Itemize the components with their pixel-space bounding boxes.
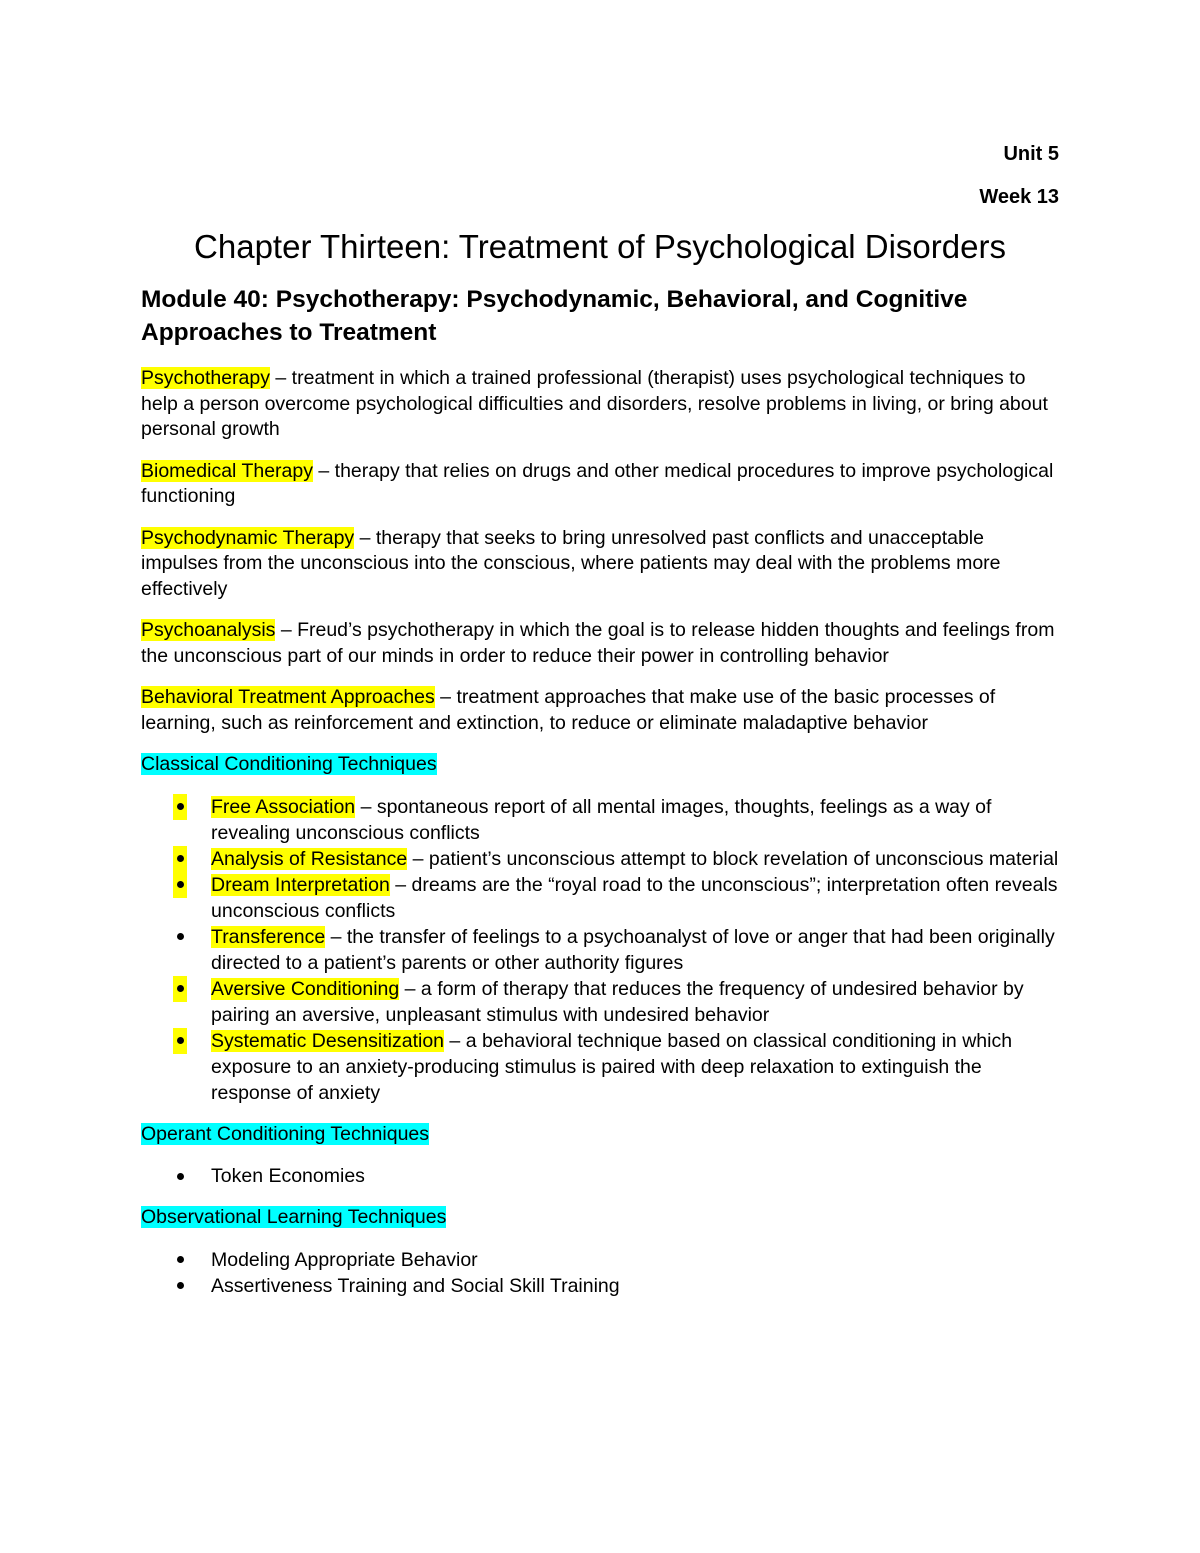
item-text: – patient’s unconscious attempt to block revelation of unconscious material <box>407 847 1059 870</box>
module-title: Module 40: Psychotherapy: Psychodynamic, Behavioral, and Cognitive Approaches to Treatment <box>141 286 968 346</box>
item-text: Modeling Appropriate Behavior <box>211 1248 478 1271</box>
section-heading-text: Operant Conditioning Techniques <box>141 1122 430 1145</box>
item-text: – a behavioral technique based on classical conditioning in which exposure to an anxiety-producing stimulus is paired with deep relaxation to extinguish the response of anxiety <box>211 1029 1013 1104</box>
section-heading-classical <box>141 752 1059 778</box>
item-text: – spontaneous report of all mental images, thoughts, feelings as a way of revealing unconscious conflicts <box>211 795 992 844</box>
bullet-icon <box>173 846 187 872</box>
bullet-icon <box>173 1273 187 1299</box>
definition-term: Behavioral Treatment Approaches <box>141 686 435 708</box>
definition-psychoanalysis <box>141 618 1059 669</box>
section-heading-observational <box>141 1205 1059 1231</box>
bullet-icon <box>173 872 187 898</box>
definition-biomedical-therapy <box>141 459 1059 510</box>
item-text: – the transfer of feelings to a psychoanalyst of love or anger that had been originally directed to a patient’s parents or other authority figures <box>211 925 1055 974</box>
definition-text: – Freud’s psychotherapy in which the goal is to release hidden thoughts and feelings from the unconscious part of our minds in order to reduce their power in controlling behavior <box>141 619 1055 667</box>
list-item <box>141 794 1059 846</box>
document-body <box>141 283 1059 1315</box>
list-item <box>141 872 1059 924</box>
operant-techniques-list <box>141 1163 1059 1189</box>
week-label: Week 13 <box>979 186 1059 208</box>
classical-techniques-list <box>141 794 1059 1106</box>
bullet-icon <box>173 1163 187 1189</box>
item-term: Systematic Desensitization <box>211 1029 445 1052</box>
bullet-icon <box>173 924 187 950</box>
chapter-title: Chapter Thirteen: Treatment of Psychological Disorders <box>194 228 1006 265</box>
list-item <box>141 1028 1059 1106</box>
item-text: Token Economies <box>211 1165 365 1187</box>
item-text: Assertiveness Training and Social Skill Training <box>211 1274 620 1297</box>
definition-term: Biomedical Therapy <box>141 459 313 482</box>
section-heading-text: Observational Learning Techniques <box>141 1206 447 1228</box>
definition-term: Psychotherapy <box>141 367 270 389</box>
list-item <box>141 1247 1059 1273</box>
list-item <box>141 1163 1059 1189</box>
item-term: Free Association <box>211 795 356 818</box>
list-item <box>141 924 1059 976</box>
bullet-icon <box>173 1247 187 1273</box>
definition-psychotherapy <box>141 366 1059 443</box>
definition-psychodynamic-therapy <box>141 526 1059 603</box>
item-term: Analysis of Resistance <box>211 847 408 870</box>
list-item <box>141 846 1059 872</box>
definition-text: – treatment approaches that make use of the basic processes of learning, such as reinforcement and extinction, to reduce or eliminate maladaptive behavior <box>141 686 996 734</box>
item-term: Transference <box>211 925 326 948</box>
definition-term: Psychoanalysis <box>141 619 276 641</box>
item-text: – dreams are the “royal road to the unconscious”; interpretation often reveals unconscious conflicts <box>211 873 1058 922</box>
item-term: Aversive Conditioning <box>211 977 400 1000</box>
list-item <box>141 1273 1059 1299</box>
definition-behavioral-treatment <box>141 685 1059 736</box>
unit-label: Unit 5 <box>1003 143 1059 165</box>
item-term: Dream Interpretation <box>211 873 390 896</box>
list-item <box>141 976 1059 1028</box>
definition-text: – therapy that relies on drugs and other medical procedures to improve psychological functioning <box>141 459 1054 507</box>
definition-text: – treatment in which a trained professional (therapist) uses psychological techniques to help a person overcome psychological difficulties and disorders, resolve problems in living, or bring about personal growth <box>141 367 1048 440</box>
section-heading-text: Classical Conditioning Techniques <box>141 753 437 775</box>
bullet-icon <box>173 1028 187 1054</box>
bullet-icon <box>173 794 187 820</box>
definition-term: Psychodynamic Therapy <box>141 526 355 549</box>
observational-techniques-list <box>141 1247 1059 1299</box>
section-heading-operant <box>141 1122 1059 1148</box>
definition-text: – therapy that seeks to bring unresolved past conflicts and unacceptable impulses from the unconscious into the conscious, where patients may deal with the problems more effectively <box>141 526 1001 600</box>
bullet-icon <box>173 976 187 1002</box>
item-text: – a form of therapy that reduces the frequency of undesired behavior by pairing an aversive, unpleasant stimulus with undesired behavior <box>211 977 1024 1026</box>
